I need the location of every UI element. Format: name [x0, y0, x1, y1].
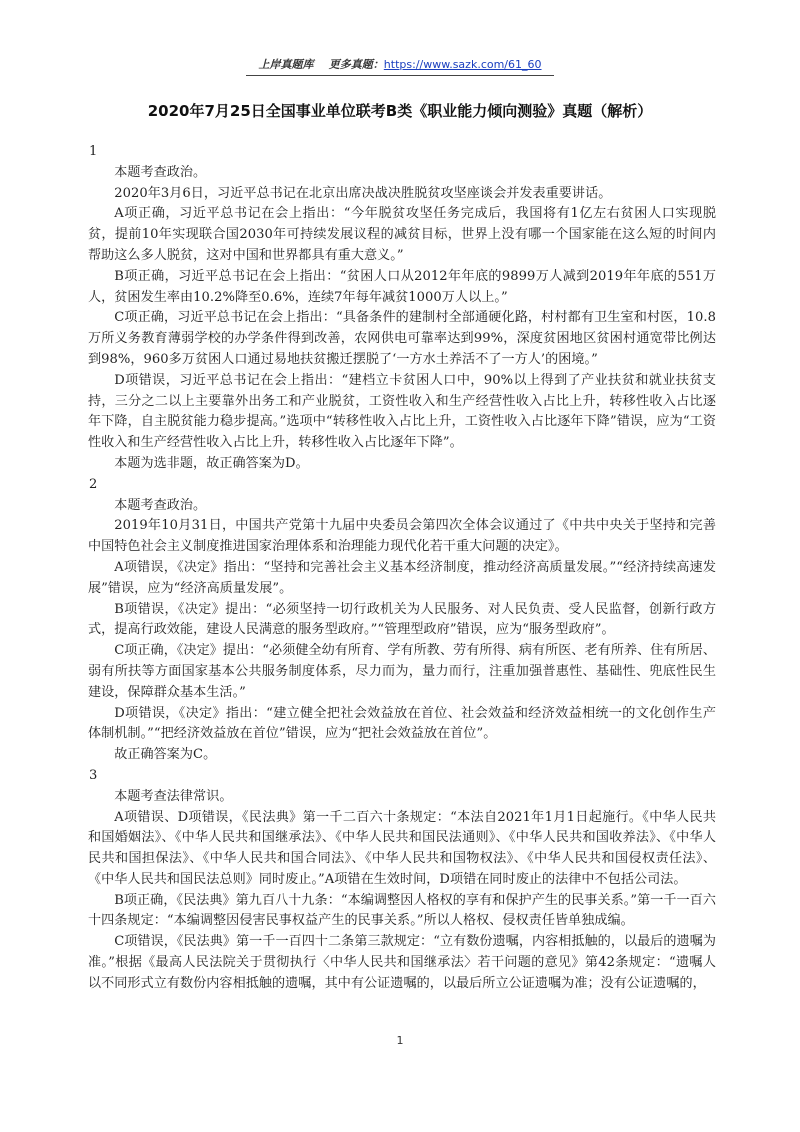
paragraph: C项正确，习近平总书记在会上指出：“具备条件的建制村全部通硬化路，村村都有卫生室和村医，10.8万所义务教育薄弱学校的办学条件得到改善，农网供电可靠率达到99%，深度贫困地区贫困村通宽带比例达到98%，960多万贫困人口通过易地扶贫搬迁摆脱了‘一方水土养活不了一方人’的困境。” [88, 310, 716, 367]
header-brand: 上岸真题库 [258, 58, 314, 71]
header-url-link[interactable]: https://www.sazk.com/61_60 [383, 58, 542, 71]
paragraph: A项错误、D项错误，《民法典》第一千二百六十条规定：“本法自2021年1月1日起施行。《中华人民共和国婚姻法》、《中华人民共和国继承法》、《中华人民共和国民法通则》、《中华人民共和国收养法》、《中华人民共和国担保法》、《中华人民共和国合同法》、《中华人民共和国物权法》、《中华人民共和国侵权责任法》、《中华人民共和国民法总则》同时废止。”A项错在生效时间，D项错在同时废止的法律中不包括公司法。 [88, 809, 716, 887]
paragraph: 本题考查政治。 [114, 164, 207, 180]
page-header [0, 56, 800, 72]
paragraph: B项正确，习近平总书记在会上指出：“贫困人口从2012年年底的9899万人减到2019年年底的551万人，贫困发生率由10.2%降至0.6%，连续7年每年减贫1000万人以上。” [88, 268, 716, 305]
document-title: 2020年7月25日全国事业单位联考B类《职业能力倾向测验》真题（解析） [147, 102, 653, 120]
paragraph: 本题考查法律常识。 [114, 788, 233, 804]
paragraph: 2020年3月6日，习近平总书记在北京出席决战决胜脱贫攻坚座谈会并发表重要讲话。 [114, 185, 612, 201]
question-number: 1 [89, 144, 98, 159]
document-body [88, 142, 716, 995]
paragraph: C项错误，《民法典》第一千一百四十二条第三款规定：“立有数份遗嘱，内容相抵触的，以最后的遗嘱为准。”根据《最高人民法院关于贯彻执行〈中华人民共和国继承法〉若干问题的意见》第42条规定：“遗嘱人以不同形式立有数份内容相抵触的遗嘱，其中有公证遗嘱的，以最后所立公证遗嘱为准；没有公证遗嘱的， [88, 934, 716, 991]
paragraph: 故正确答案为C。 [114, 747, 217, 763]
paragraph: 本题为选非题，故正确答案为D。 [114, 455, 309, 471]
paragraph: A项错误，《决定》指出：“坚持和完善社会主义基本经济制度，推动经济高质量发展。”“经济持续高速发展”错误，应为“经济高质量发展”。 [88, 559, 716, 596]
page-number: 1 [396, 1034, 404, 1047]
header-divider [246, 75, 554, 76]
paragraph: B项错误，《决定》提出：“必须坚持一切行政机关为人民服务、对人民负责、受人民监督，创新行政方式，提高行政效能，建设人民满意的服务型政府。”“管理型政府”错误，应为“服务型政府”。 [88, 601, 716, 638]
paragraph: A项正确，习近平总书记在会上指出：“今年脱贫攻坚任务完成后，我国将有1亿左右贫困人口实现脱贫，提前10年实现联合国2030年可持续发展议程的减贫目标，世界上没有哪一个国家能在这么短的时间内帮助这么多人脱贫，这对中国和世界都具有重大意义。” [88, 206, 716, 263]
paragraph: C项正确，《决定》提出：“必须健全幼有所育、学有所教、劳有所得、病有所医、老有所养、住有所居、弱有所扶等方面国家基本公共服务制度体系，尽力而为，量力而行，注重加强普惠性、基础性、兜底性民生建设，保障群众基本生活。” [88, 643, 716, 700]
paragraph: 2019年10月31日，中国共产党第十九届中央委员会第四次全体会议通过了《中共中央关于坚持和完善中国特色社会主义制度推进国家治理体系和治理能力现代化若干重大问题的决定》。 [88, 518, 716, 555]
question-number: 3 [89, 767, 98, 783]
paragraph: D项错误，习近平总书记在会上指出：“建档立卡贫困人口中，90%以上得到了产业扶贫和就业扶贫支持，三分之二以上主要靠外出务工和产业脱贫，工资性收入和生产经营性收入占比上升，转移性收入占比逐年下降，自主脱贫能力稳步提高。”选项中“转移性收入占比上升，工资性收入占比逐年下降”错误，应为“工资性收入和生产经营性收入占比上升，转移性收入占比逐年下降”。 [88, 372, 716, 451]
paragraph: 本题考查政治。 [114, 497, 207, 513]
paragraph: D项错误，《决定》指出：“建立健全把社会效益放在首位、社会效益和经济效益相统一的文化创作生产体制机制。”“把经济效益放在首位”错误，应为“把社会效益放在首位”。 [88, 705, 716, 742]
question-number: 2 [89, 476, 98, 492]
paragraph: B项正确，《民法典》第九百八十九条：“本编调整因人格权的享有和保护产生的民事关系。”第一千一百六十四条规定：“本编调整因侵害民事权益产生的民事关系。”所以人格权、侵权责任皆单独成编。 [88, 892, 716, 929]
header-more-label: 更多真题： [328, 58, 384, 71]
